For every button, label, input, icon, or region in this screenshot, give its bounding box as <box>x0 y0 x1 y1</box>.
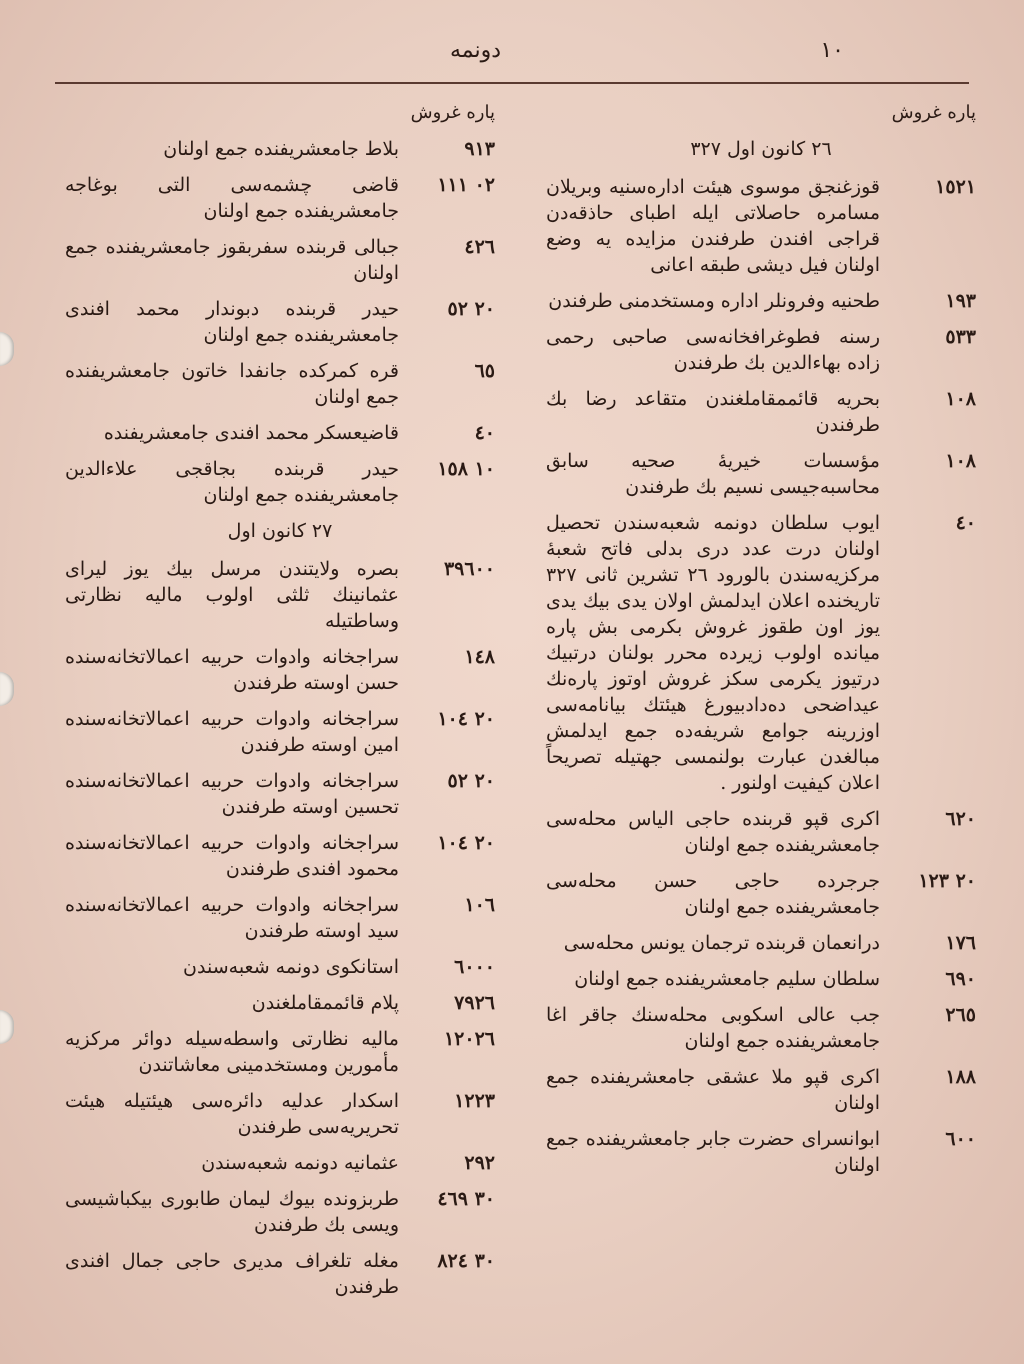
ledger-entry <box>65 1026 495 1078</box>
ledger-entry <box>65 420 495 446</box>
entry-description: بصره ولايتندن مرسل بيك يوز ليرای عثمانينك ثلثی اولوب ماليه نظارتی وساطتيله <box>65 558 399 632</box>
entry-amount: ٩١٣ <box>464 138 495 160</box>
ledger-entry <box>65 768 495 820</box>
ledger-entry <box>65 556 495 634</box>
entry-description: مؤسسات خيريهٔ صحيه سابق محاسبەجيسی نسيم بك طرفندن <box>546 450 880 498</box>
entry-amount: ٦٠٠ <box>945 1128 976 1150</box>
entry-amount: ١٨٨ <box>945 1066 976 1088</box>
entry-amount: ٢٦٥ <box>945 1004 976 1026</box>
date-heading: ٢٧ كانون اول <box>227 520 333 542</box>
entry-description: پلام قائممقاملغندن <box>251 992 399 1014</box>
entry-description: طحنيه وفرونلر اداره ومستخدمنی طرفندن <box>548 290 880 312</box>
entry-amount: ١٠٨ <box>945 388 976 410</box>
ledger-entry <box>546 1002 976 1054</box>
entry-description: جبالی قربنده سفربقوز جامعشريفنده جمع اولنان <box>65 236 399 284</box>
entry-description: حيدر قربنده بجاقجی علاءالدين جامعشريفنده جمع اولنان <box>65 458 399 506</box>
entry-description: حيدر قربنده دبوندار محمد افندی جامعشريفنده جمع اولنان <box>65 298 399 346</box>
page-header <box>60 38 964 78</box>
entry-amount: ٢٠ ٥٢ <box>447 298 495 320</box>
entry-amount: ٣٩٦٠٠ <box>443 558 495 580</box>
date-heading: ٢٦ كانون اول ٣٢٧ <box>690 138 832 160</box>
entry-description: جب عالی اسكوبی محلەسنك جاقر اغا جامعشريفنده جمع اولنان <box>546 1004 880 1052</box>
ledger-entry <box>546 288 976 314</box>
entry-amount: ٢٠ ١٠٤ <box>437 832 495 854</box>
ledger-entry <box>65 172 495 224</box>
entry-amount: ١٠ ١٥٨ <box>437 458 495 480</box>
entry-description: ابوانسرای حضرت جابر جامعشريفنده جمع اولنان <box>546 1128 880 1176</box>
entry-amount: ١٩٣ <box>945 290 976 312</box>
binding-hole <box>0 672 14 706</box>
entry-description: ايوب سلطان دونمه شعبەسندن تحصيل اولنان درت عدد دری بدلی فاتح شعبهٔ مركزيەسندن بالورود ٢٦ تشرين ثانی ٣٢٧ تاريخنده اعلان ايدلمش اولان يدی بيك يدی يوز اون طقوز غروش بكرمی بش پاره ميانده اولوب زيرده محرر بولنان درتبيك درتيوز يكرمی سكز غروش اوتوز پارەنك عيداضحی دەدادبيورغ هيئتك بيانامەسی اوزرينه جوامع شريفەده جمع ايدلمش مبالغدن عبارت بولنمسی جهتيله تصريحاً اعلان كيفيت اولنور . <box>546 512 880 794</box>
ledger-entry <box>65 456 495 508</box>
ledger-entry <box>65 358 495 410</box>
page-number: ١٠ <box>820 38 844 63</box>
entry-amount: ٦٥ <box>474 360 495 382</box>
ledger-entry <box>546 386 976 438</box>
ledger-entry <box>65 990 495 1016</box>
ledger-entry <box>65 1088 495 1140</box>
entry-description: عثمانيه دونمه شعبەسندن <box>201 1152 399 1174</box>
entry-description: اسكدار عدليه دائرەسی هيئتيله هيئت تحريريەسی طرفندن <box>65 1090 399 1138</box>
ledger-entry <box>546 174 976 278</box>
ledger-entry <box>65 296 495 348</box>
entry-amount: ١٥٢١ <box>935 176 976 198</box>
ledger-entry <box>65 644 495 696</box>
ledger-entry <box>546 1064 976 1116</box>
entry-description: سراجخانه وادوات حربيه اعمالاتخانەسنده تحسين اوسته طرفندن <box>65 770 399 818</box>
entry-amount: ١٤٨ <box>464 646 495 668</box>
left-column <box>65 100 495 1350</box>
entry-description: سلطان سليم جامعشريفنده جمع اولنان <box>574 968 880 990</box>
entry-description: قاضيعسكر محمد افندی جامعشريفنده <box>103 422 399 444</box>
entry-description: قوزغنجق موسوی هيئت ادارەسنيه وبريلان مسامره حاصلاتی ايله اطبای حاذقەدن قراجی افندن طرفندن مزايده يه وضع اولنان فيل ديشی طبقه اعانی <box>546 176 880 276</box>
binding-hole <box>0 1010 14 1044</box>
entry-description: استانكوی دونمه شعبەسندن <box>183 956 399 978</box>
binding-hole <box>0 332 14 366</box>
ledger-entry <box>65 892 495 944</box>
entry-amount: ٢٩٢ <box>464 1152 495 1174</box>
column-header: پاره غروش <box>410 102 495 123</box>
entry-amount: ٣٠ ٤٦٩ <box>437 1188 495 1210</box>
entry-description: قاضی چشمەسی التی بوغاجه جامعشريفنده جمع اولنان <box>65 174 399 222</box>
entry-amount: ٦٠٠٠ <box>454 956 495 978</box>
entry-description: جرجرده حاجی حسن محلەسی جامعشريفنده جمع اولنان <box>546 870 880 918</box>
entry-amount: ٢٠ ١٠٤ <box>437 708 495 730</box>
entry-description: اكری قپو قربنده حاجی الياس محلەسی جامعشريفنده جمع اولنان <box>546 808 880 856</box>
entry-description: رسنه فطوغرافخانەسی صاحبی رحمی زاده بهاءالدين بك طرفندن <box>546 326 880 374</box>
entry-description: اكری قپو ملا عشقی جامعشريفنده جمع اولنان <box>546 1066 880 1114</box>
entry-amount: ٤٠ <box>474 422 495 444</box>
entry-amount: ٠٢ ١١١ <box>437 174 495 196</box>
entry-amount: ٣٠ ٨٢٤ <box>437 1250 495 1272</box>
ledger-entry <box>546 1126 976 1178</box>
ledger-entry <box>65 1150 495 1176</box>
ledger-entry <box>65 234 495 286</box>
entry-description: سراجخانه وادوات حربيه اعمالاتخانەسنده محمود افندی طرفندن <box>65 832 399 880</box>
entry-amount: ٦٢٠ <box>945 808 976 830</box>
entry-description: سراجخانه وادوات حربيه اعمالاتخانەسنده امين اوسته طرفندن <box>65 708 399 756</box>
running-title: دونمه <box>450 38 502 63</box>
ledger-entry <box>546 806 976 858</box>
entry-description: مغله تلغراف مديری حاجی جمال افندی طرفندن <box>65 1250 399 1298</box>
entry-description: ماليه نظارتی واسطەسيله دوائر مركزيه مأمورين ومستخدمينی معاشاتندن <box>65 1028 399 1076</box>
entry-amount: ١٠٨ <box>945 450 976 472</box>
entry-amount: ٥٣٣ <box>945 326 976 348</box>
ledger-entry <box>546 930 976 956</box>
entry-list <box>65 136 495 508</box>
entry-description: بلاط جامعشريفنده جمع اولنان <box>163 138 399 160</box>
column-header: پاره غروش <box>891 102 976 123</box>
ledger-entry <box>65 706 495 758</box>
entry-amount: ٤٠ <box>955 512 976 534</box>
entry-amount: ١٠٦ <box>464 894 495 916</box>
entry-description: طربزونده بيوك ليمان طابوری بيكباشيسی ويسی بك طرفندن <box>65 1188 399 1236</box>
entry-description: درانعمان قربنده ترجمان يونس محلەسی <box>563 932 880 954</box>
ledger-entry <box>65 830 495 882</box>
entry-description: سراجخانه وادوات حربيه اعمالاتخانەسنده حسن اوسته طرفندن <box>65 646 399 694</box>
entry-amount: ٤٢٦ <box>464 236 495 258</box>
entry-description: سراجخانه وادوات حربيه اعمالاتخانەسنده سيد اوسته طرفندن <box>65 894 399 942</box>
ledger-entry <box>546 868 976 920</box>
entry-amount: ٧٩٢٦ <box>454 992 495 1014</box>
entry-amount: ١٧٦ <box>945 932 976 954</box>
entry-description: بحريه قائممقاملغندن متقاعد رضا بك طرفندن <box>546 388 880 436</box>
entry-list <box>546 174 976 1178</box>
ledger-entry <box>546 510 976 796</box>
right-column <box>546 100 976 1350</box>
entry-list <box>65 556 495 1300</box>
entry-amount: ١٢٢٣ <box>454 1090 495 1112</box>
ledger-entry <box>546 448 976 500</box>
header-rule <box>55 82 969 84</box>
ledger-entry <box>65 954 495 980</box>
entry-amount: ٢٠ ٥٢ <box>447 770 495 792</box>
ledger-entry <box>546 324 976 376</box>
entry-description: قره كمركده جانفدا خاتون جامعشريفنده جمع اولنان <box>65 360 399 408</box>
ledger-entry <box>65 136 495 162</box>
ledger-entry <box>546 966 976 992</box>
entry-amount: ٦٩٠ <box>945 968 976 990</box>
entry-amount: ٢٠ ١٢٣ <box>918 870 976 892</box>
entry-amount: ١٢٠٢٦ <box>443 1028 495 1050</box>
ledger-entry <box>65 1248 495 1300</box>
ledger-entry <box>65 1186 495 1238</box>
